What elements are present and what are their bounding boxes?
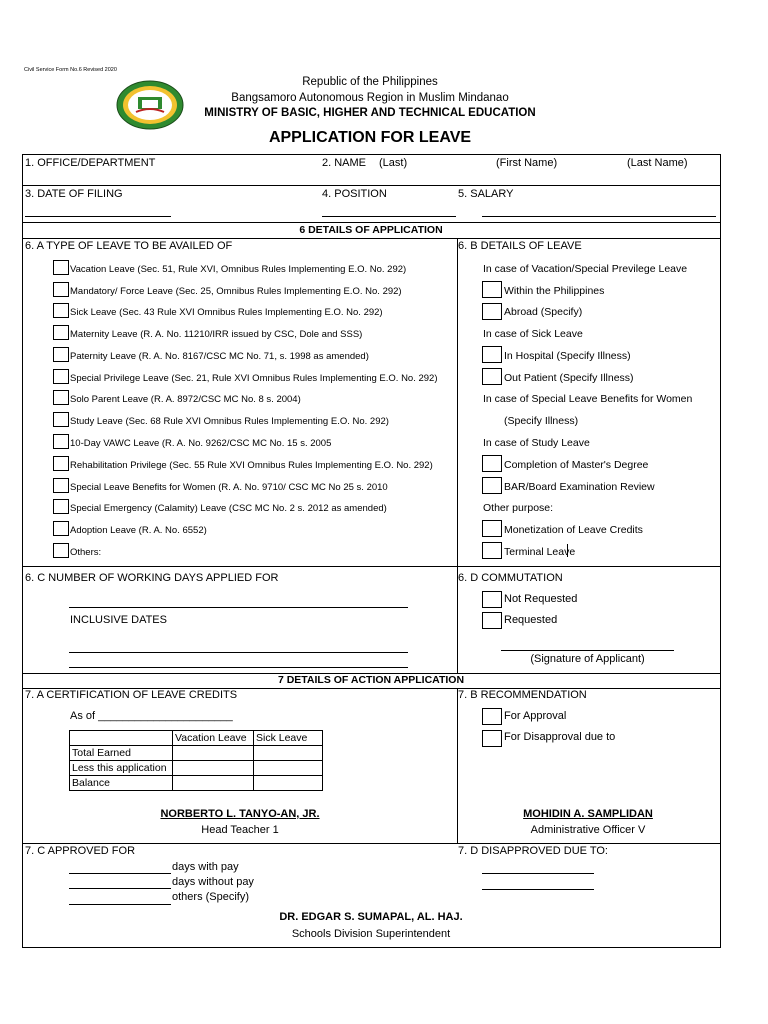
leave-type-label: Mandatory/ Force Leave (Sec. 25, Omnibus Rules Implementing E.O. No. 292) (70, 286, 402, 297)
table-cell[interactable] (254, 761, 323, 776)
table-cell[interactable] (254, 776, 323, 791)
others-specify-line[interactable] (69, 904, 171, 905)
working-days-line[interactable] (69, 607, 408, 608)
bar-review-label: BAR/Board Examination Review (504, 481, 655, 493)
maternity-leave-checkbox[interactable] (53, 325, 69, 340)
recommender-name: MOHIDIN A. SAMPLIDAN (523, 808, 653, 820)
section7b-title: 7. B RECOMMENDATION (458, 689, 587, 701)
masters-degree-checkbox[interactable] (482, 455, 502, 472)
section7-title: 7 DETAILS OF ACTION APPLICATION (277, 674, 465, 686)
leave-type-label: Paternity Leave (R. A. No. 8167/CSC MC No. 71, s. 1998 as amended) (70, 351, 369, 362)
header-republic: Republic of the Philippines (302, 76, 438, 88)
disapproval-reason-line-1[interactable] (482, 873, 594, 874)
leave-type-label: Solo Parent Leave (R. A. 8972/CSC MC No. 8 s. 2004) (70, 394, 301, 405)
others-leave-checkbox[interactable] (53, 543, 69, 558)
masters-degree-label: Completion of Master's Degree (504, 459, 649, 471)
table-cell[interactable] (173, 761, 254, 776)
within-philippines-checkbox[interactable] (482, 281, 502, 298)
out-patient-checkbox[interactable] (482, 368, 502, 385)
section6a-title: 6. A TYPE OF LEAVE TO BE AVAILED OF (25, 240, 233, 252)
special-privilege-leave-checkbox[interactable] (53, 369, 69, 384)
section6b-title: 6. B DETAILS OF LEAVE (458, 240, 582, 252)
form-title: APPLICATION FOR LEAVE (268, 129, 472, 146)
name-label: 2. NAME (322, 157, 367, 169)
women-case-label: In case of Special Leave Benefits for Women (483, 393, 693, 405)
leave-type-label: Study Leave (Sec. 68 Rule XVI Omnibus Rules Implementing E.O. No. 292) (70, 416, 389, 427)
paternity-leave-checkbox[interactable] (53, 347, 69, 362)
study-case-label: In case of Study Leave (483, 437, 590, 449)
monetization-label: Monetization of Leave Credits (504, 524, 643, 536)
table-row-label: Less this application (70, 761, 173, 776)
solo-parent-leave-checkbox[interactable] (53, 390, 69, 405)
in-hospital-checkbox[interactable] (482, 346, 502, 363)
terminal-leave-label: Terminal Leave (504, 546, 576, 558)
for-approval-checkbox[interactable] (482, 708, 502, 725)
study-leave-checkbox[interactable] (53, 412, 69, 427)
terminal-leave-checkbox[interactable] (482, 542, 502, 559)
women-specify-label: (Specify Illness) (504, 415, 579, 427)
table-row (70, 746, 323, 761)
table-cell[interactable] (173, 776, 254, 791)
leave-credits-table (69, 730, 323, 791)
vacation-leave-checkbox[interactable] (53, 260, 69, 275)
applicant-signature-line[interactable] (501, 650, 674, 651)
abroad-checkbox[interactable] (482, 303, 502, 320)
days-without-pay-line[interactable] (69, 888, 171, 889)
for-disapproval-label: For Disapproval due to (504, 731, 616, 743)
table-cell[interactable] (173, 746, 254, 761)
certifier-name: NORBERTO L. TANYO-AN, JR. (160, 808, 320, 820)
name-last2-label: (Last Name) (627, 157, 688, 169)
salary-line[interactable] (482, 216, 716, 217)
form-code: Civil Service Form No.6 Revised 2020 (24, 67, 117, 73)
disapproval-reason-line-2[interactable] (482, 889, 594, 890)
for-approval-label: For Approval (504, 710, 567, 722)
special-emergency-leave-checkbox[interactable] (53, 499, 69, 514)
section6d-title: 6. D COMMUTATION (458, 572, 563, 584)
signature-applicant-label: (Signature of Applicant) (530, 653, 645, 665)
not-requested-label: Not Requested (504, 593, 578, 605)
table-cell[interactable] (254, 746, 323, 761)
leave-type-label: Maternity Leave (R. A. No. 11210/IRR issued by CSC, Dole and SSS) (70, 329, 363, 340)
table-row (70, 761, 323, 776)
position-line[interactable] (322, 216, 456, 217)
section6c-title: 6. C NUMBER OF WORKING DAYS APPLIED FOR (25, 572, 279, 584)
requested-label: Requested (504, 614, 558, 626)
section7a-title: 7. A CERTIFICATION OF LEAVE CREDITS (25, 689, 238, 701)
inclusive-dates-line-2[interactable] (69, 667, 408, 668)
superintendent-title: Schools Division Superintendent (291, 928, 451, 940)
requested-checkbox[interactable] (482, 612, 502, 629)
leave-type-label: Special Privilege Leave (Sec. 21, Rule XVI Omnibus Rules Implementing E.O. No. 292) (70, 373, 438, 384)
leave-type-label: Rehabilitation Privilege (Sec. 55 Rule XVI Omnibus Rules Implementing E.O. No. 292) (70, 460, 433, 471)
leave-type-label: Others: (70, 547, 102, 558)
table-row-label: Total Earned (70, 746, 173, 761)
salary-label: 5. SALARY (458, 188, 514, 200)
inclusive-dates-line-1[interactable] (69, 652, 408, 653)
table-row-label: Balance (70, 776, 173, 791)
leave-type-label: 10-Day VAWC Leave (R. A. No. 9262/CSC MC No. 15 s. 2005 (70, 438, 332, 449)
table-row (70, 731, 323, 746)
table-row (70, 776, 323, 791)
certifier-title: Head Teacher 1 (201, 824, 279, 836)
leave-type-label: Special Leave Benefits for Women (R. A. No. 9710/ CSC MC No 25 s. 2010 (70, 482, 388, 493)
leave-type-label: Sick Leave (Sec. 43 Rule XVI Omnibus Rules Implementing E.O. No. 292) (70, 307, 383, 318)
mandatory-leave-checkbox[interactable] (53, 282, 69, 297)
leave-type-label: Special Emergency (Calamity) Leave (CSC MC No. 2 s. 2012 as amended) (70, 503, 387, 514)
bar-review-checkbox[interactable] (482, 477, 502, 494)
leave-type-label: Vacation Leave (Sec. 51, Rule XVI, Omnibus Rules Implementing E.O. No. 292) (70, 264, 407, 275)
sick-case-label: In case of Sick Leave (483, 328, 583, 340)
days-with-pay-line[interactable] (69, 873, 171, 874)
section7c-title: 7. C APPROVED FOR (25, 845, 136, 857)
rehabilitation-privilege-checkbox[interactable] (53, 456, 69, 471)
adoption-leave-checkbox[interactable] (53, 521, 69, 536)
in-hospital-label: In Hospital (Specify Illness) (504, 350, 631, 362)
not-requested-checkbox[interactable] (482, 591, 502, 608)
vawc-leave-checkbox[interactable] (53, 434, 69, 449)
section6-title: 6 DETAILS OF APPLICATION (299, 224, 443, 236)
name-last-label: (Last) (379, 157, 408, 169)
other-purpose-label: Other purpose: (483, 502, 554, 514)
leave-type-label: Adoption Leave (R. A. No. 6552) (70, 525, 207, 536)
others-specify-label: others (Specify) (172, 891, 250, 903)
date-filing-label: 3. DATE OF FILING (25, 188, 123, 200)
header-ministry: MINISTRY OF BASIC, HIGHER AND TECHNICAL EDUCATION (204, 107, 536, 119)
table-header: Vacation Leave (173, 731, 254, 746)
office-label: 1. OFFICE/DEPARTMENT (25, 157, 156, 169)
name-first-label: (First Name) (496, 157, 558, 169)
date-filing-line[interactable] (25, 216, 171, 217)
vacation-case-label: In case of Vacation/Special Previlege Leave (483, 263, 688, 275)
special-leave-women-checkbox[interactable] (53, 478, 69, 493)
as-of-label[interactable]: As of ______________________ (70, 710, 233, 722)
inclusive-dates-label: INCLUSIVE DATES (70, 614, 167, 626)
within-philippines-label: Within the Philippines (504, 285, 605, 297)
sick-leave-checkbox[interactable] (53, 303, 69, 318)
text-cursor (567, 544, 568, 557)
header-region: Bangsamoro Autonomous Region in Muslim Mindanao (231, 92, 509, 104)
recommender-title: Administrative Officer V (530, 824, 646, 836)
monetization-checkbox[interactable] (482, 520, 502, 537)
for-disapproval-checkbox[interactable] (482, 730, 502, 747)
days-with-pay-label: days with pay (172, 861, 239, 873)
abroad-label: Abroad (Specify) (504, 306, 583, 318)
section7d-title: 7. D DISAPPROVED DUE TO: (458, 845, 608, 857)
table-cell (70, 731, 173, 746)
table-header: Sick Leave (254, 731, 323, 746)
days-without-pay-label: days without pay (172, 876, 254, 888)
out-patient-label: Out Patient (Specify Illness) (504, 372, 634, 384)
superintendent-name: DR. EDGAR S. SUMAPAL, AL. HAJ. (279, 911, 463, 923)
position-label: 4. POSITION (322, 188, 387, 200)
